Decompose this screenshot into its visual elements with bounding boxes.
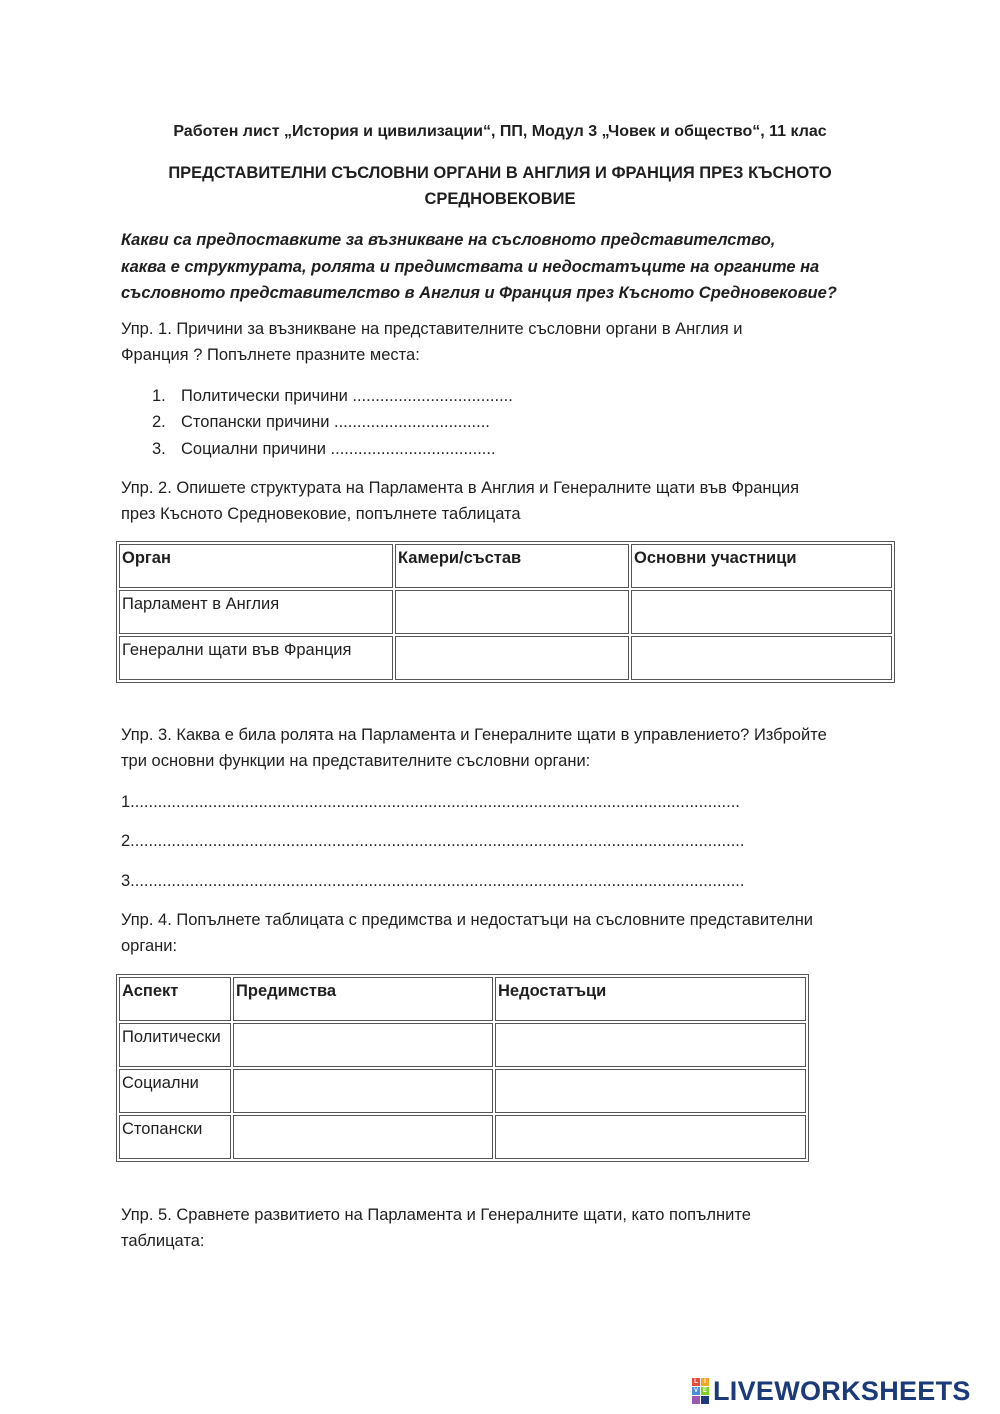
question-line-2: каква е структурата, ролята и предимствата и недостатъците на органите на (121, 257, 820, 276)
answer-cell[interactable] (233, 1115, 493, 1159)
logo-block: V (693, 1388, 698, 1394)
table-header-cell: Недостатъци (495, 977, 806, 1021)
table-header-cell: Основни участници (631, 544, 892, 588)
exercise-5-instructions (121, 1202, 891, 1254)
table-cell: Парламент в Англия (119, 590, 393, 634)
exercise-1-instructions (121, 316, 891, 368)
table-row (119, 1023, 806, 1067)
exercise-3-instructions (121, 722, 911, 774)
table-row (119, 636, 892, 680)
table-row (119, 590, 892, 634)
table-row (119, 1115, 806, 1159)
table-header-cell: Предимства (233, 977, 493, 1021)
answer-cell[interactable] (395, 590, 629, 634)
logo-block: L (692, 1378, 700, 1386)
table-header-row (119, 544, 892, 588)
answer-cell[interactable] (495, 1023, 806, 1067)
answer-cell[interactable] (233, 1069, 493, 1113)
table-cell: Политически (119, 1023, 231, 1067)
liveworksheets-logo-icon (692, 1378, 709, 1404)
exercise-2-line-1: Упр. 2. Опишете структурата на Парламента в Англия и Генералните щати във Франция (121, 479, 800, 497)
exercise-5-line-2: таблицата: (121, 1232, 205, 1250)
table-header-cell: Камери/състав (395, 544, 629, 588)
exercise-3-line-2: три основни функции на представителните съсловни органи: (121, 752, 591, 770)
question-line-3: съсловното представителство в Англия и Франция през Късното Средновековие? (121, 284, 837, 302)
answer-blank-1[interactable]: 1..................................................................................................................................... (121, 793, 740, 811)
page-title-line-2: СРЕДНОВЕКОВИЕ (424, 190, 576, 208)
exercise-2-table (116, 541, 895, 683)
exercise-1-list (152, 383, 513, 462)
exercise-4-line-2: органи: (121, 937, 178, 955)
exercise-3-line-1: Упр. 3. Каква е била ролята на Парламента и Генералните щати в управлението? Избройте (121, 726, 827, 744)
table-header-cell: Орган (119, 544, 393, 588)
table-header-cell: Аспект (119, 977, 231, 1021)
logo-block: E (702, 1388, 707, 1394)
exercise-4-table (116, 974, 809, 1162)
answer-cell[interactable] (631, 636, 892, 680)
answer-cell[interactable] (631, 590, 892, 634)
logo-block (701, 1396, 709, 1404)
list-item[interactable]: 2. Стопански причини .................................. (152, 413, 490, 432)
logo-text: LIVEWORKSHEETS (713, 1375, 971, 1406)
page-title (120, 160, 880, 212)
exercise-5-line-1: Упр. 5. Сравнете развитието на Парламента и Генералните щати, като попълните (121, 1206, 751, 1224)
answer-blank-2[interactable]: 2...................................................................................................................................... (121, 832, 745, 850)
exercise-2-line-2: през Късното Средновековие, попълнете таблицата (121, 505, 521, 523)
list-item[interactable]: 3. Социални причини .................................... (152, 439, 496, 458)
table-header-row (119, 977, 806, 1021)
answer-blank-3[interactable]: 3...................................................................................................................................... (121, 872, 745, 890)
page-title-line-1: ПРЕДСТАВИТЕЛНИ СЪСЛОВНИ ОРГАНИ В АНГЛИЯ И ФРАНЦИЯ ПРЕЗ КЪСНОТО (168, 164, 832, 182)
table-cell: Социални (119, 1069, 231, 1113)
answer-cell[interactable] (495, 1115, 806, 1159)
question-line-1: Какви са предпоставките за възникване на съсловното представителство, (121, 231, 776, 249)
answer-cell[interactable] (233, 1023, 493, 1067)
table-cell: Генерални щати във Франция (119, 636, 393, 680)
answer-cell[interactable] (495, 1069, 806, 1113)
exercise-4-line-1: Упр. 4. Попълнете таблицата с предимства и недостатъци на съсловните представителни (121, 911, 814, 929)
logo-block (692, 1396, 700, 1404)
exercise-2-instructions (121, 475, 891, 527)
exercise-1-line-2: Франция ? Попълнете празните места: (121, 346, 420, 364)
table-row (119, 1069, 806, 1113)
exercise-4-instructions (121, 907, 911, 959)
table-cell: Стопански (119, 1115, 231, 1159)
exercise-1-line-1: Упр. 1. Причини за възникване на представителните съсловни органи в Англия и (121, 320, 743, 338)
main-question (121, 227, 911, 307)
liveworksheets-logo[interactable] (692, 1376, 971, 1406)
list-item[interactable]: 1. Политически причини ................................... (152, 387, 513, 405)
worksheet-header: Работен лист „История и цивилизации“, ПП, Модул 3 „Човек и общество“, 11 клас (173, 123, 827, 140)
answer-cell[interactable] (395, 636, 629, 680)
logo-block: I (701, 1378, 709, 1386)
